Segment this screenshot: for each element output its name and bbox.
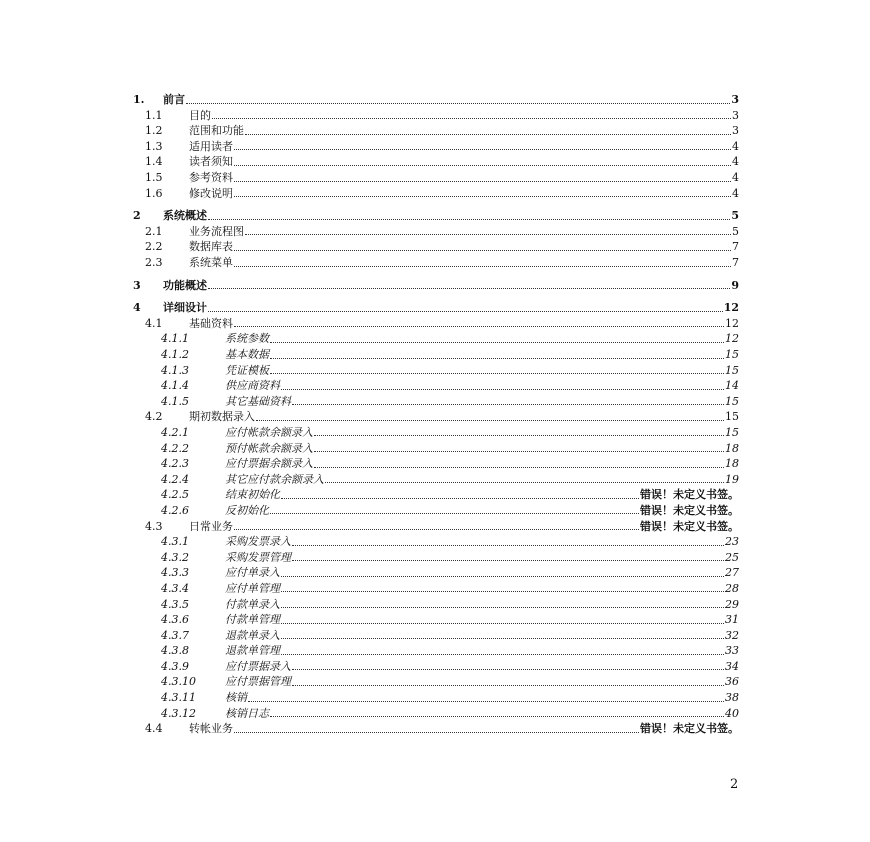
toc-entry[interactable]: [133, 456, 739, 472]
toc-leader-dots: [314, 435, 724, 436]
toc-entry-number: 4.3.10: [161, 675, 196, 689]
toc-entry-error: 错误！未定义书签。: [640, 488, 739, 502]
toc-entry-number: 2: [133, 209, 141, 223]
toc-leader-dots: [208, 311, 723, 312]
toc-entry[interactable]: [133, 347, 739, 363]
toc-entry[interactable]: [133, 300, 739, 316]
toc-entry-page: 36: [725, 675, 739, 689]
toc-leader-dots: [281, 576, 724, 577]
toc-entry-page: 25: [725, 550, 739, 564]
toc-entry-title: 应付票据余额录入: [225, 457, 313, 471]
toc-leader-dots: [281, 623, 724, 624]
toc-entry[interactable]: [133, 92, 739, 108]
toc-entry[interactable]: [133, 643, 739, 659]
toc-entry-number: 4.2.1: [161, 425, 189, 439]
toc-leader-dots: [234, 529, 639, 530]
toc-entry-error: 错误！未定义书签。: [640, 722, 739, 736]
toc-leader-dots: [325, 482, 724, 483]
toc-entry-page: 14: [725, 379, 739, 393]
toc-entry-page: 15: [725, 410, 739, 424]
toc-entry[interactable]: [133, 550, 739, 566]
toc-entry-number: 4.2.5: [161, 488, 189, 502]
toc-entry-number: 1.: [133, 93, 145, 107]
toc-entry-title: 付款单管理: [225, 613, 280, 627]
toc-entry-title: 应付单管理: [225, 581, 280, 595]
toc-entry-page: 5: [731, 209, 739, 223]
toc-leader-dots: [234, 181, 731, 182]
toc-entry-title: 付款单录入: [225, 597, 280, 611]
toc-leader-dots: [292, 404, 724, 405]
toc-entry[interactable]: [133, 518, 739, 534]
toc-leader-dots: [208, 219, 730, 220]
toc-entry-page: 15: [725, 348, 739, 361]
toc-entry-number: 3: [133, 278, 141, 292]
toc-leader-dots: [186, 103, 730, 104]
toc-entry-title: 核销: [225, 691, 247, 705]
toc-leader-dots: [270, 373, 724, 374]
toc-entry-number: 4.3.7: [161, 628, 189, 642]
toc-leader-dots: [292, 545, 724, 546]
toc-leader-dots: [245, 234, 731, 235]
toc-entry-title: 基本数据: [225, 348, 269, 361]
toc-entry-title: 读者须知: [189, 155, 233, 169]
toc-entry[interactable]: [133, 208, 739, 224]
toc-entry-title: 日常业务: [189, 519, 233, 533]
toc-entry-page: 38: [725, 691, 739, 705]
toc-leader-dots: [256, 420, 724, 421]
toc-leader-dots: [314, 467, 724, 468]
toc-entry-page: 19: [725, 472, 739, 486]
toc-entry-title: 应付票据录入: [225, 659, 291, 673]
toc-leader-dots: [234, 266, 731, 267]
toc-entry-title: 修改说明: [189, 186, 233, 200]
toc-entry-number: 4.2: [145, 410, 163, 424]
toc-entry-title: 参考资料: [189, 171, 233, 185]
toc-entry-page: 4: [732, 155, 739, 169]
toc-entry[interactable]: [133, 659, 739, 675]
toc-entry[interactable]: [133, 425, 739, 441]
toc-entry-page: 34: [725, 659, 739, 673]
toc-entry-page: 12: [725, 316, 739, 330]
toc-entry-number: 4.1: [145, 316, 163, 330]
toc-entry-number: 4.2.4: [161, 472, 189, 486]
toc-entry[interactable]: [133, 487, 739, 503]
toc-entry[interactable]: [133, 170, 739, 186]
toc-entry-number: 1.1: [145, 108, 163, 122]
toc-entry-page: 12: [725, 332, 739, 346]
toc-leader-dots: [281, 498, 639, 499]
toc-entry-number: 2.1: [145, 224, 163, 238]
toc-entry-page: 15: [725, 394, 739, 408]
toc-entry-page: 3: [732, 124, 739, 138]
toc-leader-dots: [292, 669, 724, 670]
toc-entry-title: 采购发票管理: [225, 550, 291, 564]
toc-entry-title: 范围和功能: [189, 124, 244, 138]
toc-entry-number: 4.1.1: [161, 332, 189, 346]
toc-entry-number: 1.6: [145, 186, 163, 200]
toc-entry-title: 转帐业务: [189, 722, 233, 736]
toc-entry[interactable]: [133, 440, 739, 456]
toc-gap: [133, 271, 739, 278]
toc-entry[interactable]: [133, 534, 739, 550]
toc-entry-page: 7: [732, 256, 739, 270]
toc-entry-error: 错误！未定义书签。: [640, 519, 739, 533]
toc-entry-title: 供应商资料: [225, 379, 280, 393]
toc-leader-dots: [234, 250, 731, 251]
table-of-contents: [133, 92, 739, 737]
toc-entry-number: 4.3.6: [161, 613, 189, 627]
toc-entry-number: 4.3.8: [161, 644, 189, 658]
toc-entry-number: 4.3.4: [161, 581, 189, 595]
toc-entry-title: 目的: [189, 108, 211, 122]
toc-gap: [133, 201, 739, 208]
toc-entry-page: 12: [723, 301, 739, 315]
toc-entry-title: 期初数据录入: [189, 410, 255, 424]
toc-entry[interactable]: [133, 255, 739, 271]
toc-entry-number: 4.3.3: [161, 566, 189, 580]
toc-leader-dots: [281, 638, 724, 639]
toc-entry-title: 其它应付款余额录入: [225, 472, 324, 486]
toc-entry-title: 业务流程图: [189, 224, 244, 238]
toc-entry-number: 4.1.2: [161, 348, 189, 361]
toc-leader-dots: [234, 732, 639, 733]
toc-entry-number: 1.2: [145, 124, 163, 138]
toc-entry-page: 4: [732, 139, 739, 153]
toc-entry-title: 功能概述: [163, 278, 207, 292]
toc-entry-page: 28: [725, 581, 739, 595]
toc-entry-number: 4.1.3: [161, 363, 189, 377]
toc-entry-title: 前言: [163, 93, 185, 107]
toc-entry[interactable]: [133, 363, 739, 379]
toc-entry[interactable]: [133, 154, 739, 170]
toc-entry-number: 4.1.4: [161, 379, 189, 393]
toc-leader-dots: [234, 196, 731, 197]
toc-entry-number: 4.3.12: [161, 706, 196, 720]
toc-entry-page: 29: [725, 597, 739, 611]
toc-entry[interactable]: [133, 186, 739, 202]
toc-entry-number: 4.4: [145, 722, 163, 736]
toc-entry-number: 4.1.5: [161, 394, 189, 408]
toc-leader-dots: [292, 685, 724, 686]
toc-entry-number: 4: [133, 301, 141, 315]
page-number: 2: [730, 777, 739, 792]
toc-leader-dots: [281, 654, 724, 655]
toc-entry-page: 27: [725, 566, 739, 580]
toc-entry[interactable]: [133, 628, 739, 644]
toc-entry[interactable]: [133, 239, 739, 255]
toc-entry[interactable]: [133, 139, 739, 155]
toc-entry-number: 4.3.1: [161, 535, 189, 549]
toc-entry-page: 7: [732, 240, 739, 254]
toc-entry-page: 18: [725, 441, 739, 455]
toc-entry-page: 9: [731, 278, 739, 292]
toc-entry-title: 退款单管理: [225, 644, 280, 658]
toc-entry-title: 系统菜单: [189, 256, 233, 270]
toc-entry[interactable]: [133, 721, 739, 737]
toc-entry-title: 数据库表: [189, 240, 233, 254]
toc-entry-title: 核销日志: [225, 706, 269, 720]
toc-entry[interactable]: [133, 472, 739, 488]
toc-entry-title: 预付帐款余额录入: [225, 441, 313, 455]
toc-entry-title: 详细设计: [163, 301, 207, 315]
toc-entry-page: 18: [725, 457, 739, 471]
toc-entry-page: 40: [725, 706, 739, 720]
toc-leader-dots: [292, 560, 724, 561]
toc-entry-title: 系统概述: [163, 209, 207, 223]
toc-leader-dots: [281, 607, 724, 608]
toc-leader-dots: [245, 134, 731, 135]
toc-entry-title: 凭证模板: [225, 363, 269, 377]
toc-entry[interactable]: [133, 331, 739, 347]
toc-entry-page: 4: [732, 171, 739, 185]
toc-entry[interactable]: [133, 316, 739, 332]
toc-entry-number: 4.2.2: [161, 441, 189, 455]
toc-entry-page: 15: [725, 425, 739, 439]
toc-entry-title: 基础资料: [189, 316, 233, 330]
toc-leader-dots: [270, 513, 639, 514]
toc-entry-page: 5: [732, 224, 739, 238]
toc-entry[interactable]: [133, 123, 739, 139]
toc-entry-page: 3: [731, 93, 739, 107]
toc-entry[interactable]: [133, 503, 739, 519]
toc-entry[interactable]: [133, 612, 739, 628]
toc-leader-dots: [270, 342, 724, 343]
toc-entry-page: 4: [732, 186, 739, 200]
toc-leader-dots: [234, 326, 724, 327]
toc-entry-title: 退款单录入: [225, 628, 280, 642]
toc-entry[interactable]: [133, 394, 739, 410]
toc-entry-number: 4.2.6: [161, 503, 189, 517]
toc-entry-number: 4.3.9: [161, 659, 189, 673]
toc-entry-number: 4.3.5: [161, 597, 189, 611]
toc-entry-title: 结束初始化: [225, 488, 280, 502]
toc-leader-dots: [314, 451, 724, 452]
toc-leader-dots: [270, 358, 724, 359]
toc-entry-page: 15: [725, 363, 739, 377]
toc-leader-dots: [281, 591, 724, 592]
toc-entry[interactable]: [133, 378, 739, 394]
toc-entry-page: 33: [725, 644, 739, 658]
toc-leader-dots: [234, 149, 731, 150]
toc-entry[interactable]: [133, 690, 739, 706]
toc-leader-dots: [208, 288, 730, 289]
toc-entry-page: 23: [725, 535, 739, 549]
toc-entry[interactable]: [133, 674, 739, 690]
toc-entry-number: 2.2: [145, 240, 163, 254]
toc-entry[interactable]: [133, 409, 739, 425]
toc-entry-number: 2.3: [145, 256, 163, 270]
toc-entry-page: 31: [725, 613, 739, 627]
toc-entry-number: 4.3.11: [161, 691, 196, 705]
toc-entry-title: 应付单录入: [225, 566, 280, 580]
toc-leader-dots: [212, 118, 731, 119]
toc-entry[interactable]: [133, 224, 739, 240]
toc-entry[interactable]: [133, 706, 739, 722]
toc-entry-page: 3: [732, 108, 739, 122]
toc-entry-title: 应付票据管理: [225, 675, 291, 689]
toc-leader-dots: [248, 701, 724, 702]
toc-entry-title: 采购发票录入: [225, 535, 291, 549]
toc-entry[interactable]: [133, 596, 739, 612]
toc-entry-title: 适用读者: [189, 139, 233, 153]
toc-leader-dots: [270, 716, 724, 717]
toc-entry[interactable]: [133, 581, 739, 597]
toc-entry-title: 系统参数: [225, 332, 269, 346]
toc-entry-number: 4.3.2: [161, 550, 189, 564]
toc-entry[interactable]: [133, 278, 739, 294]
toc-leader-dots: [234, 165, 731, 166]
toc-leader-dots: [281, 389, 724, 390]
toc-entry-number: 1.5: [145, 171, 163, 185]
toc-entry-error: 错误！未定义书签。: [640, 503, 739, 517]
toc-entry-number: 4.3: [145, 519, 163, 533]
toc-gap: [133, 293, 739, 300]
toc-entry-title: 反初始化: [225, 503, 269, 517]
toc-entry[interactable]: [133, 108, 739, 124]
toc-entry[interactable]: [133, 565, 739, 581]
toc-entry-page: 32: [725, 628, 739, 642]
toc-entry-title: 应付帐款余额录入: [225, 425, 313, 439]
toc-entry-number: 1.4: [145, 155, 163, 169]
toc-entry-number: 1.3: [145, 139, 163, 153]
toc-entry-title: 其它基础资料: [225, 394, 291, 408]
toc-entry-number: 4.2.3: [161, 457, 189, 471]
